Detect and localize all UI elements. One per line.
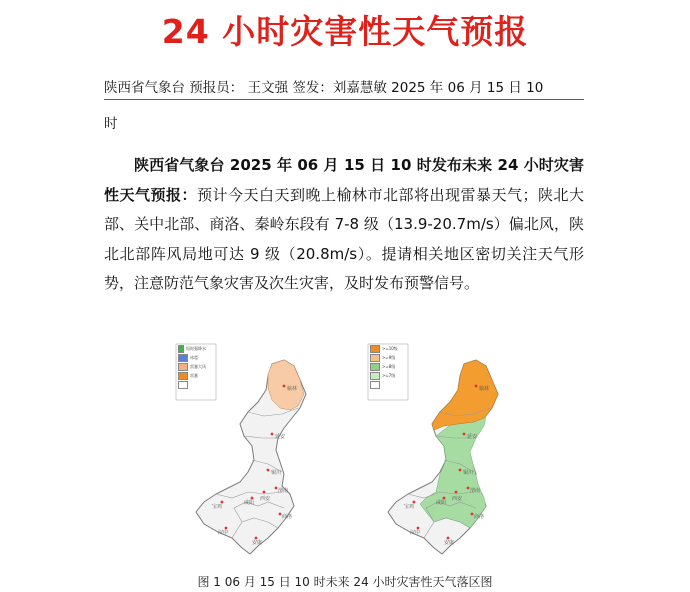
wind-map-labels	[364, 342, 534, 562]
city-label: 延安	[275, 434, 286, 440]
city-label: 汉中	[410, 530, 421, 536]
city-label: 安康	[444, 540, 455, 546]
city-label: 铜川	[271, 470, 282, 476]
city-label: 西安	[260, 496, 271, 502]
city-label: 商洛	[474, 514, 485, 520]
forecast-body	[104, 151, 584, 299]
city-label: 铜川	[463, 470, 474, 476]
city-label: 汉中	[218, 530, 229, 536]
city-label: 渭南	[470, 488, 481, 494]
city-label: 宝鸡	[212, 504, 223, 510]
legend-item: 雷暴大风	[178, 362, 206, 371]
forecast-maps	[172, 342, 542, 567]
city-label: 西安	[452, 496, 463, 502]
header-rule	[104, 99, 584, 100]
forecast-lead: 陕西省气象台 2025 年 06 月 15 日 10 时发布未来 24 小时灾害性天气预报：	[104, 156, 584, 204]
city-label: 榆林	[287, 386, 298, 392]
city-label: 渭南	[278, 488, 289, 494]
legend-item: 冰雹	[178, 353, 206, 362]
legend-item: >=9级	[370, 353, 398, 362]
legend-item: >=10级	[370, 344, 398, 353]
convective-map-labels	[172, 342, 342, 562]
page-title: 24 小时灾害性天气预报	[161, 12, 529, 51]
convective-weather-map	[172, 342, 342, 562]
meta-line-continued: 时	[104, 116, 118, 132]
city-label: 安康	[252, 540, 263, 546]
city-label: 商洛	[282, 514, 293, 520]
city-label: 咸阳	[436, 500, 447, 506]
forecast-meta	[104, 78, 584, 132]
city-label: 咸阳	[244, 500, 255, 506]
legend-item: 短时强降水	[178, 344, 206, 353]
forecast-text: 预计今天白天到晚上榆林市北部将出现雷暴天气；陕北大部、关中北部、商洛、秦岭东段有 7-8 级（13.9-20.7m/s）偏北风，陕北北部阵风局地可达 9 级（20.8m/s）。提请相关地区密切关注天气形势，注意防范气象灾害及次生灾害，及时发布预警信号。	[104, 185, 584, 292]
city-label: 延安	[467, 434, 478, 440]
wind-map	[364, 342, 534, 562]
city-label: 榆林	[479, 386, 490, 392]
legend-item: >=7级	[370, 371, 398, 380]
figure-caption: 图 1 06 月 15 日 10 时未来 24 小时灾害性天气落区图	[197, 575, 493, 589]
city-label: 宝鸡	[404, 504, 415, 510]
legend-item: 雷暴	[178, 371, 206, 380]
legend-item: >=8级	[370, 362, 398, 371]
meta-line: 陕西省气象台 预报员： 王文强 签发：刘嘉慧敏 2025 年 06 月 15 日 10	[104, 80, 544, 96]
